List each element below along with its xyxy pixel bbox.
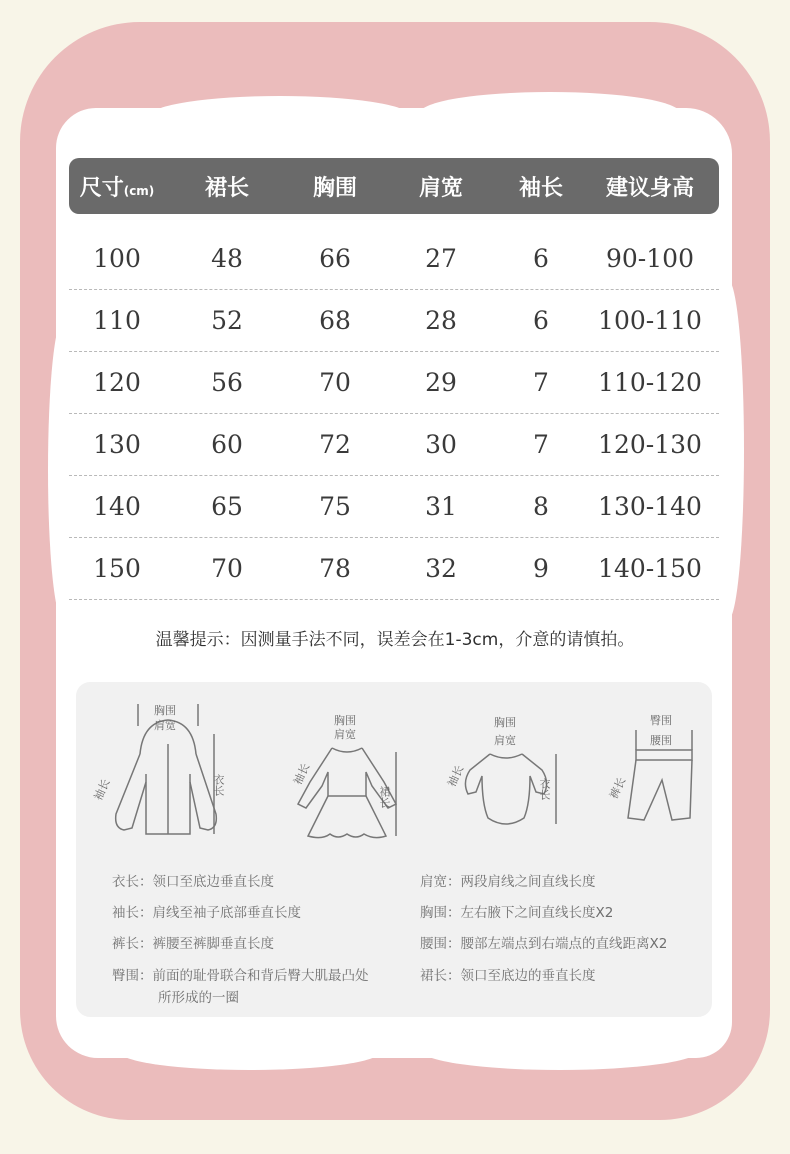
measurement-guide bbox=[76, 682, 712, 1017]
pants-label-length: 裤长 bbox=[608, 775, 629, 801]
table-row bbox=[69, 476, 719, 538]
cell-skirt: 52 bbox=[211, 306, 243, 335]
cell-size: 100 bbox=[93, 244, 141, 273]
cell-skirt: 60 bbox=[211, 430, 243, 459]
dress-label-sleeve: 袖长 bbox=[292, 761, 313, 787]
definition-item: 臀围：前面的耻骨联合和背后臀大肌最凸处 bbox=[112, 968, 369, 984]
cell-skirt: 65 bbox=[211, 492, 243, 521]
romper-label-chest: 胸围 bbox=[494, 717, 516, 729]
jacket-label-sleeve: 袖长 bbox=[92, 777, 113, 803]
dress-label-chest: 胸围 bbox=[334, 715, 356, 727]
wave-decoration bbox=[150, 96, 410, 136]
cell-shoulder: 32 bbox=[425, 554, 457, 583]
jacket-figure bbox=[92, 704, 228, 844]
cell-size: 110 bbox=[93, 306, 141, 335]
table-row bbox=[69, 414, 719, 476]
cell-shoulder: 31 bbox=[425, 492, 457, 521]
cell-shoulder: 28 bbox=[425, 306, 457, 335]
header-size: 尺寸(cm) bbox=[79, 175, 155, 201]
romper-label-shoulder: 肩宽 bbox=[494, 735, 516, 747]
header-chest: 胸围 bbox=[312, 175, 357, 201]
dress-figure bbox=[292, 712, 402, 844]
wave-decoration bbox=[420, 92, 680, 134]
cell-chest: 68 bbox=[319, 306, 351, 335]
cell-skirt: 70 bbox=[211, 554, 243, 583]
size-table-body bbox=[69, 228, 719, 600]
cell-height: 130-140 bbox=[598, 492, 702, 521]
jacket-label-length: 衣长 bbox=[212, 774, 224, 796]
cell-chest: 72 bbox=[319, 430, 351, 459]
cell-shoulder: 29 bbox=[425, 368, 457, 397]
cell-height: 120-130 bbox=[598, 430, 702, 459]
table-row bbox=[69, 538, 719, 600]
cell-shoulder: 27 bbox=[425, 244, 457, 273]
pants-label-hip: 臀围 bbox=[650, 715, 672, 727]
header-height: 建议身高 bbox=[605, 175, 694, 201]
definition-item: 袖长：肩线至袖子底部垂直长度 bbox=[112, 905, 301, 921]
cell-chest: 75 bbox=[319, 492, 351, 521]
cell-height: 100-110 bbox=[598, 306, 702, 335]
cell-chest: 70 bbox=[319, 368, 351, 397]
definition-item: 胸围：左右腋下之间直线长度X2 bbox=[420, 905, 614, 921]
definition-item: 腰围：腰部左端点到右端点的直线距离X2 bbox=[420, 936, 668, 952]
cell-size: 140 bbox=[93, 492, 141, 521]
jacket-label-chest: 胸围 bbox=[154, 705, 176, 717]
table-row bbox=[69, 352, 719, 414]
cell-size: 130 bbox=[93, 430, 141, 459]
pants-label-waist: 腰围 bbox=[650, 735, 672, 747]
romper-label-sleeve: 袖长 bbox=[446, 763, 467, 789]
definition-item: 衣长：领口至底边垂直长度 bbox=[112, 874, 274, 890]
header-shoulder: 肩宽 bbox=[418, 175, 463, 201]
romper-figure bbox=[448, 714, 564, 832]
cell-height: 140-150 bbox=[598, 554, 702, 583]
cell-sleeve: 6 bbox=[533, 306, 549, 335]
header-skirt-length: 裙长 bbox=[204, 175, 249, 201]
cell-sleeve: 7 bbox=[533, 368, 549, 397]
table-row bbox=[69, 228, 719, 290]
cell-skirt: 56 bbox=[211, 368, 243, 397]
cell-chest: 78 bbox=[319, 554, 351, 583]
pants-figure bbox=[606, 710, 706, 830]
cell-chest: 66 bbox=[319, 244, 351, 273]
header-sleeve: 袖长 bbox=[518, 175, 563, 201]
table-row bbox=[69, 290, 719, 352]
wave-decoration bbox=[420, 1030, 700, 1070]
dress-label-skirt: 裙长 bbox=[378, 786, 390, 808]
cell-sleeve: 6 bbox=[533, 244, 549, 273]
cell-shoulder: 30 bbox=[425, 430, 457, 459]
cell-skirt: 48 bbox=[211, 244, 243, 273]
measurement-tip: 温馨提示：因测量手法不同，误差会在1-3cm，介意的请慎拍。 bbox=[155, 630, 635, 650]
definition-item-continued: 所形成的一圈 bbox=[158, 990, 239, 1006]
wave-decoration bbox=[120, 1034, 380, 1070]
size-table-header bbox=[69, 158, 719, 214]
cell-size: 120 bbox=[93, 368, 141, 397]
definition-item: 裙长：领口至底边的垂直长度 bbox=[420, 968, 596, 984]
cell-sleeve: 8 bbox=[533, 492, 549, 521]
cell-size: 150 bbox=[93, 554, 141, 583]
cell-height: 110-120 bbox=[598, 368, 702, 397]
cell-sleeve: 9 bbox=[533, 554, 549, 583]
definition-item: 裤长：裤腰至裤脚垂直长度 bbox=[112, 936, 274, 952]
definition-item: 肩宽：两段肩线之间直线长度 bbox=[420, 874, 596, 890]
dress-label-shoulder: 肩宽 bbox=[334, 729, 356, 741]
jacket-label-shoulder: 肩宽 bbox=[154, 720, 176, 732]
romper-label-length: 衣长 bbox=[538, 778, 550, 800]
cell-sleeve: 7 bbox=[533, 430, 549, 459]
cell-height: 90-100 bbox=[606, 244, 694, 273]
